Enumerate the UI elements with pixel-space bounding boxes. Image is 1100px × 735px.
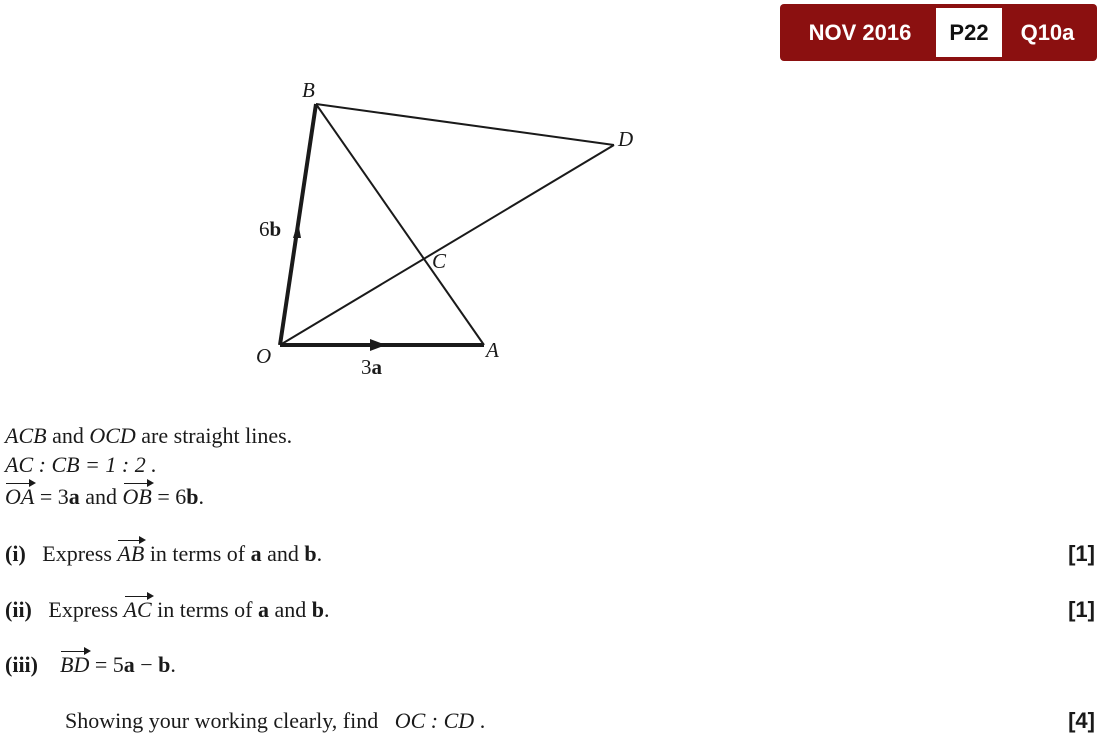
label-A: A	[486, 338, 499, 362]
part-ii: (ii) Express AC in terms of a and b.	[5, 597, 330, 622]
segment-BD	[316, 104, 614, 145]
label-OA: 3a	[361, 355, 382, 379]
marks-iii: [4]	[1068, 708, 1095, 733]
marks-i: [1]	[1068, 541, 1095, 566]
statement-ratio: AC : CB = 1 : 2 .	[5, 452, 157, 477]
final-instruction: Showing your working clearly, find OC : CD .	[65, 708, 486, 733]
badge-question: Q10a	[1020, 19, 1075, 45]
label-C: C	[432, 249, 447, 273]
label-O: O	[256, 344, 272, 368]
label-D: D	[618, 127, 634, 151]
label-OB: 6b	[259, 217, 282, 241]
marks-ii: [1]	[1068, 597, 1095, 622]
statement-lines: ACB and OCD are straight lines.	[5, 423, 293, 448]
segment-OD	[280, 145, 614, 345]
badge-paper: P22	[936, 8, 1002, 57]
arrowhead-OA	[370, 339, 386, 351]
label-B: B	[302, 78, 315, 102]
statement-vectors: OA = 3a and OB = 6b.	[5, 484, 205, 509]
badge-session: NOV 2016	[808, 19, 912, 45]
part-i: (i) Express AB in terms of a and b.	[5, 541, 323, 566]
part-iii: (iii) BD = 5a − b.	[5, 652, 176, 677]
